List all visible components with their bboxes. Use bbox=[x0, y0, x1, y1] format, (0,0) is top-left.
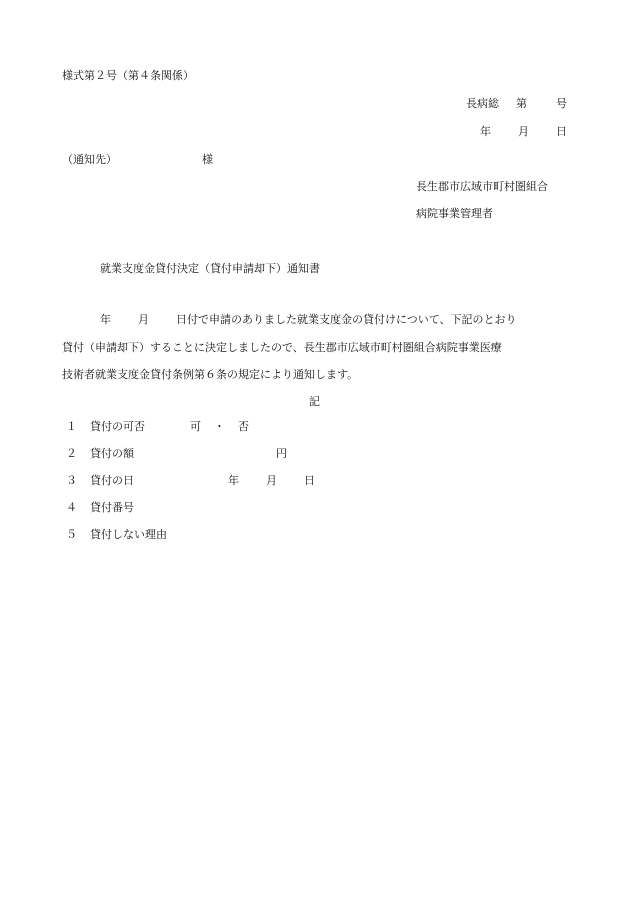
item-1-value-ka: 可 bbox=[190, 420, 201, 433]
item-2-value-yen: 円 bbox=[276, 447, 287, 460]
body-line-2: 貸付（申請却下）することに決定しましたので、長生郡市広域市町村圏組合病院事業医療 bbox=[62, 341, 502, 354]
item-1-label: 貸付の可否 bbox=[90, 420, 145, 433]
date-month: 月 bbox=[518, 125, 529, 138]
recipient-label: （通知先） bbox=[62, 153, 117, 166]
sender-title: 病院事業管理者 bbox=[416, 207, 493, 220]
sender-org: 長生郡市広域市町村圏組合 bbox=[416, 180, 548, 193]
item-1-value-hi: 否 bbox=[238, 420, 249, 433]
body-line-3: 技術者就業支度金貸付条例第６条の規定により通知します。 bbox=[62, 368, 359, 381]
item-3-number: ３ bbox=[66, 474, 77, 487]
body-line-1: 日付で申請のありました就業支度金の貸付けについて、下記のとおり bbox=[176, 313, 517, 326]
item-5-label: 貸付しない理由 bbox=[90, 528, 167, 541]
doc-number-prefix: 長病総 bbox=[466, 97, 499, 110]
item-4-number: ４ bbox=[66, 501, 77, 514]
item-2-label: 貸付の額 bbox=[90, 447, 134, 460]
item-1-value-dot: ・ bbox=[214, 420, 225, 433]
item-2-number: ２ bbox=[66, 447, 77, 460]
date-day: 日 bbox=[556, 125, 567, 138]
item-3-value-month: 月 bbox=[266, 474, 277, 487]
item-3-value-day: 日 bbox=[304, 474, 315, 487]
item-3-value-year: 年 bbox=[228, 474, 239, 487]
item-1-number: １ bbox=[66, 420, 77, 433]
body-year: 年 bbox=[100, 313, 111, 326]
ki-heading: 記 bbox=[309, 395, 320, 408]
date-year: 年 bbox=[480, 125, 491, 138]
doc-number-dai: 第 bbox=[516, 97, 527, 110]
form-number: 様式第２号（第４条関係） bbox=[62, 69, 194, 82]
item-3-label: 貸付の日 bbox=[90, 474, 134, 487]
body-month: 月 bbox=[138, 313, 149, 326]
item-4-label: 貸付番号 bbox=[90, 501, 134, 514]
document-title: 就業支度金貸付決定（貸付申請却下）通知書 bbox=[100, 262, 320, 275]
item-5-number: ５ bbox=[66, 528, 77, 541]
doc-number-go: 号 bbox=[556, 97, 567, 110]
recipient-honorific: 様 bbox=[202, 153, 213, 166]
